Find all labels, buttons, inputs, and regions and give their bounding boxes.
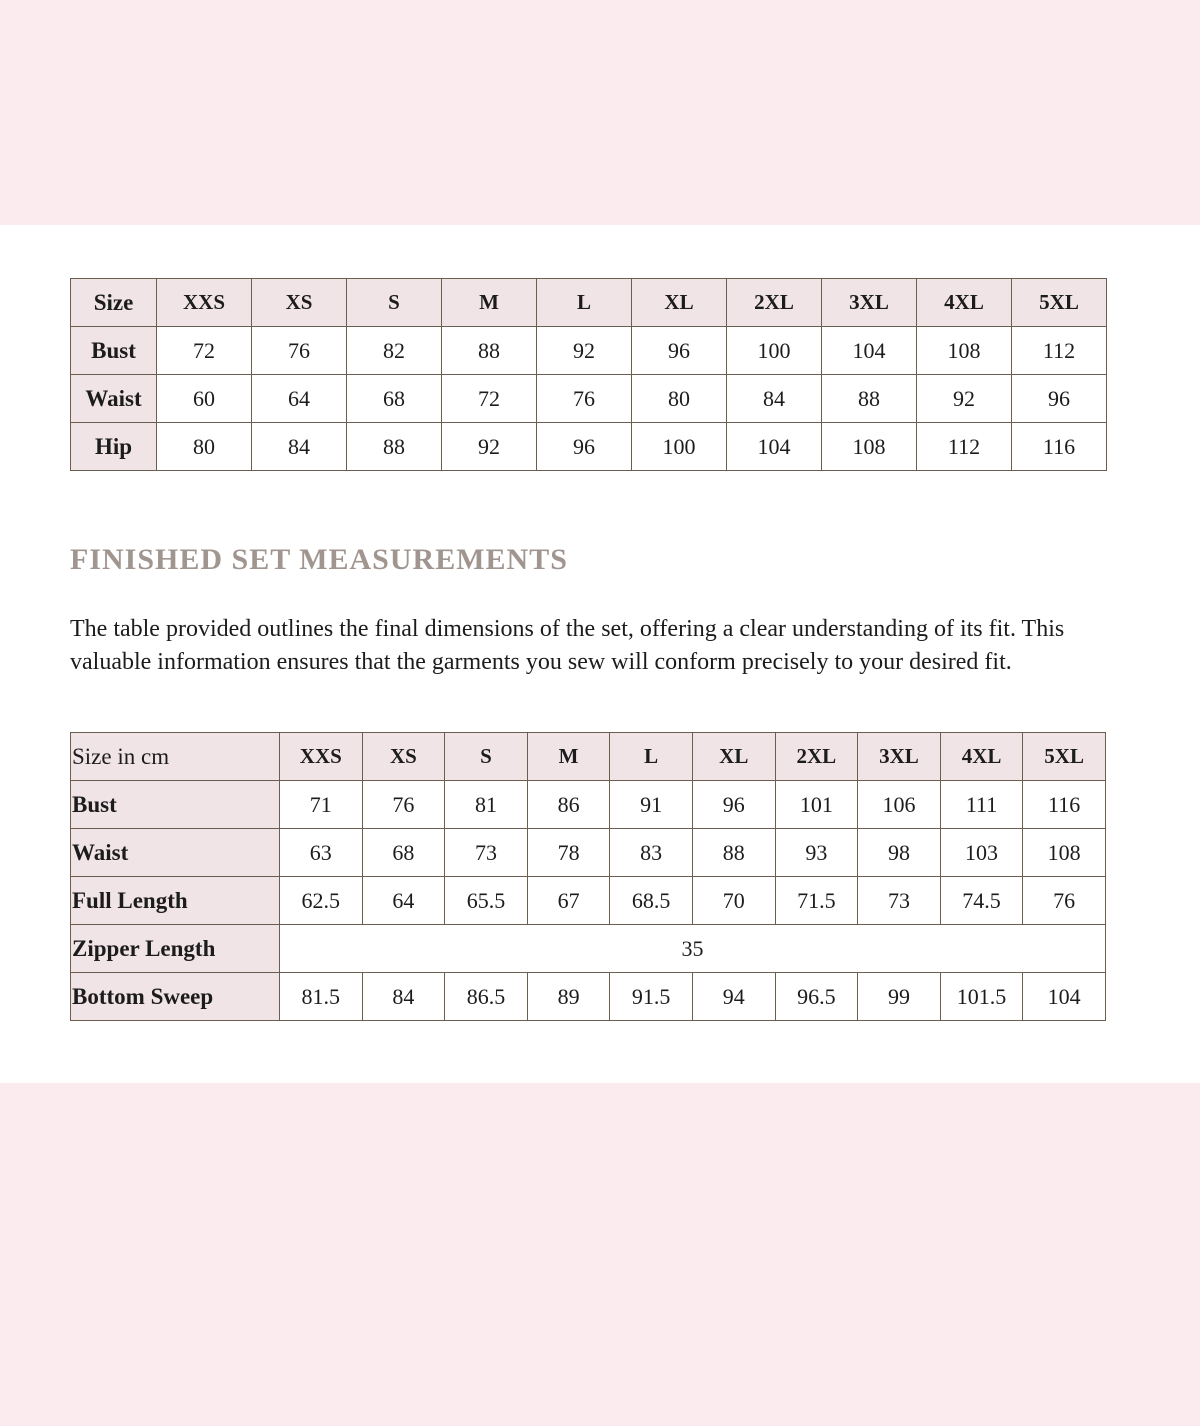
- table-cell: 93: [775, 829, 858, 877]
- section-title: FINISHED SET MEASUREMENTS: [70, 543, 568, 576]
- table-cell: 78: [527, 829, 610, 877]
- size-header: 5XL: [1012, 279, 1107, 327]
- table-row: [71, 375, 1107, 423]
- table-cell: 83: [610, 829, 693, 877]
- table-cell: 74.5: [940, 877, 1023, 925]
- size-header: XXS: [280, 733, 363, 781]
- table-cell: 81: [445, 781, 528, 829]
- table-row: [71, 973, 1106, 1021]
- table-cell: 99: [858, 973, 941, 1021]
- size-header: L: [610, 733, 693, 781]
- table-cell: 76: [362, 781, 445, 829]
- table-cell: 92: [537, 327, 632, 375]
- table-cell: 96: [1012, 375, 1107, 423]
- table-row: [71, 327, 1107, 375]
- row-label: Full Length: [71, 877, 280, 925]
- size-header: 4XL: [917, 279, 1012, 327]
- size-header: 5XL: [1023, 733, 1106, 781]
- table-cell: 100: [727, 327, 822, 375]
- size-header: XL: [692, 733, 775, 781]
- table-cell: 103: [940, 829, 1023, 877]
- table-cell: 80: [157, 423, 252, 471]
- table-cell: 86: [527, 781, 610, 829]
- size-header: XS: [252, 279, 347, 327]
- table-cell: 80: [632, 375, 727, 423]
- table-cell: 73: [445, 829, 528, 877]
- table-cell: 116: [1023, 781, 1106, 829]
- table-cell: 111: [940, 781, 1023, 829]
- table-cell: 91: [610, 781, 693, 829]
- table-cell: 72: [442, 375, 537, 423]
- table-cell: 92: [917, 375, 1012, 423]
- size-header: M: [442, 279, 537, 327]
- table-cell: 88: [442, 327, 537, 375]
- table-cell: 86.5: [445, 973, 528, 1021]
- table-cell: 81.5: [280, 973, 363, 1021]
- table-cell: 112: [1012, 327, 1107, 375]
- table-cell: 63: [280, 829, 363, 877]
- table-cell: 65.5: [445, 877, 528, 925]
- table-cell: 68: [347, 375, 442, 423]
- table-cell: 76: [1023, 877, 1106, 925]
- table-cell: 88: [822, 375, 917, 423]
- table-cell: 91.5: [610, 973, 693, 1021]
- size-header: XL: [632, 279, 727, 327]
- table-cell: 76: [252, 327, 347, 375]
- table-cell: 68: [362, 829, 445, 877]
- table-cell: 92: [442, 423, 537, 471]
- table-cell: 76: [537, 375, 632, 423]
- row-label: Waist: [71, 829, 280, 877]
- table-cell: 64: [362, 877, 445, 925]
- size-header: 2XL: [727, 279, 822, 327]
- size-header: S: [445, 733, 528, 781]
- table-cell: 84: [252, 423, 347, 471]
- table-cell: 82: [347, 327, 442, 375]
- row-label: Bust: [71, 327, 157, 375]
- size-header: 3XL: [858, 733, 941, 781]
- table-cell: 112: [917, 423, 1012, 471]
- row-label: Bottom Sweep: [71, 973, 280, 1021]
- table-cell: 108: [917, 327, 1012, 375]
- row-label: Zipper Length: [71, 925, 280, 973]
- row-label: Size in cm: [71, 733, 280, 781]
- body-size-table: [70, 278, 1107, 471]
- row-label: Hip: [71, 423, 157, 471]
- table-cell: 88: [347, 423, 442, 471]
- table-cell: 60: [157, 375, 252, 423]
- table-header-row: [71, 279, 1107, 327]
- row-label: Size: [71, 279, 157, 327]
- table-cell: 101.5: [940, 973, 1023, 1021]
- table-cell: 98: [858, 829, 941, 877]
- table-header-row: [71, 733, 1106, 781]
- table-cell: 108: [822, 423, 917, 471]
- row-label: Bust: [71, 781, 280, 829]
- table-cell: 67: [527, 877, 610, 925]
- table-row: [71, 829, 1106, 877]
- table-cell: 96.5: [775, 973, 858, 1021]
- size-header: 2XL: [775, 733, 858, 781]
- table-cell: 94: [692, 973, 775, 1021]
- table-cell: 62.5: [280, 877, 363, 925]
- table-cell: 84: [362, 973, 445, 1021]
- size-header: XXS: [157, 279, 252, 327]
- size-header: S: [347, 279, 442, 327]
- table-cell: 70: [692, 877, 775, 925]
- table-row: [71, 423, 1107, 471]
- table-cell: 96: [537, 423, 632, 471]
- size-header: XS: [362, 733, 445, 781]
- table-cell: 100: [632, 423, 727, 471]
- table-cell: 101: [775, 781, 858, 829]
- size-header: L: [537, 279, 632, 327]
- table-cell: 84: [727, 375, 822, 423]
- table-cell: 96: [632, 327, 727, 375]
- table-cell: 104: [822, 327, 917, 375]
- table-cell: 71: [280, 781, 363, 829]
- finished-measurements-table: [70, 732, 1106, 1021]
- table-cell: 64: [252, 375, 347, 423]
- table-row: [71, 877, 1106, 925]
- table-cell: 108: [1023, 829, 1106, 877]
- table-cell: 104: [1023, 973, 1106, 1021]
- size-header: 3XL: [822, 279, 917, 327]
- table-cell: 116: [1012, 423, 1107, 471]
- merged-cell: 35: [280, 925, 1106, 973]
- table-row: [71, 925, 1106, 973]
- table-cell: 89: [527, 973, 610, 1021]
- row-label: Waist: [71, 375, 157, 423]
- table-cell: 106: [858, 781, 941, 829]
- table-cell: 68.5: [610, 877, 693, 925]
- table-cell: 96: [692, 781, 775, 829]
- table-cell: 71.5: [775, 877, 858, 925]
- table-cell: 72: [157, 327, 252, 375]
- content-panel: [0, 225, 1200, 1083]
- table-cell: 88: [692, 829, 775, 877]
- size-header: 4XL: [940, 733, 1023, 781]
- section-description: The table provided outlines the final dimensions of the set, offering a clear understanding of its fit. This valuable information ensures that the garments you sew will conform precisely to your desired fit.: [70, 616, 1065, 675]
- size-header: M: [527, 733, 610, 781]
- table-cell: 104: [727, 423, 822, 471]
- table-cell: 73: [858, 877, 941, 925]
- table-row: [71, 781, 1106, 829]
